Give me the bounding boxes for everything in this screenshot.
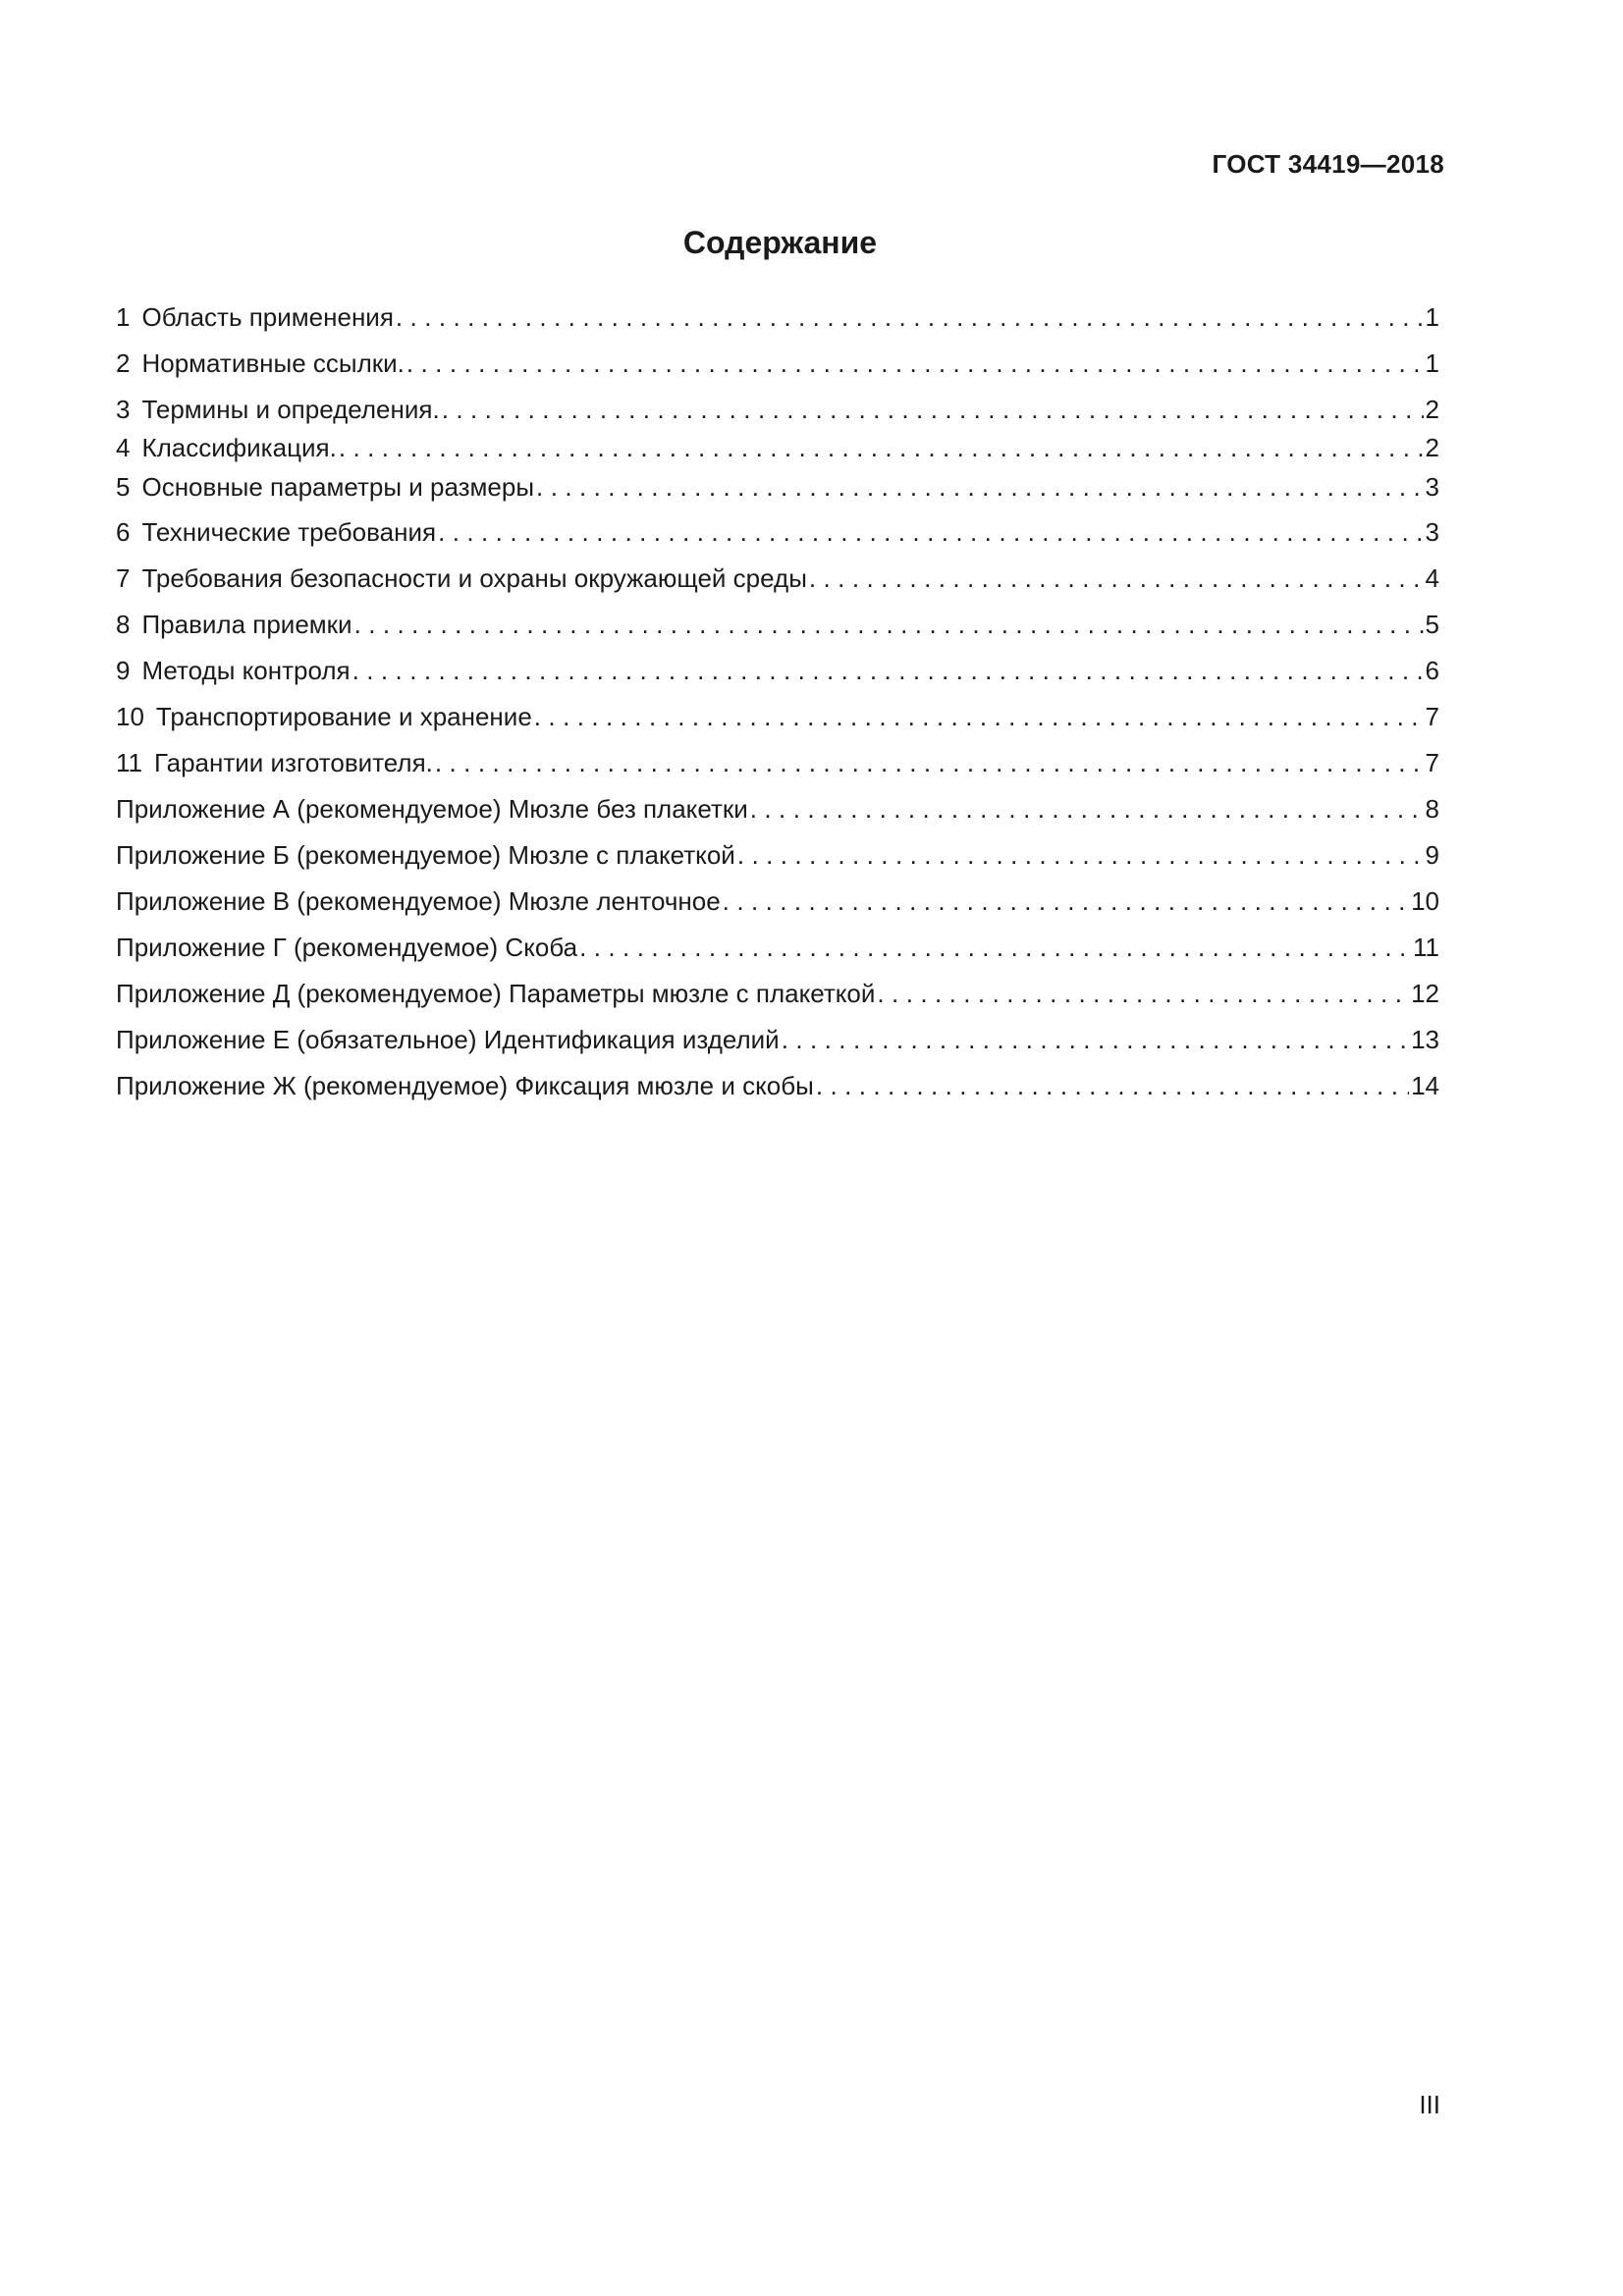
toc-entry-page: 5: [1425, 610, 1439, 639]
dot-leader: [877, 979, 1409, 1009]
dot-leader: [809, 563, 1424, 594]
toc-entry[interactable]: [116, 933, 1439, 968]
toc-entry-page: 13: [1411, 1025, 1439, 1054]
dot-leader: [579, 933, 1411, 963]
toc-entry-page: 4: [1425, 563, 1439, 593]
toc-entry[interactable]: [116, 1025, 1439, 1060]
dot-leader: [723, 886, 1409, 917]
dot-leader: [352, 656, 1424, 686]
toc-entry-title: Гарантии изготовителя.: [154, 748, 433, 777]
toc-entry-number: 8: [116, 610, 131, 639]
dot-leader: [534, 702, 1424, 732]
toc-entry[interactable]: [116, 433, 1439, 468]
toc-entry-title: Приложение В (рекомендуемое) Мюзле ленточное: [116, 886, 721, 916]
toc-entry[interactable]: [116, 702, 1439, 737]
toc-entry-title: Приложение А (рекомендуемое) Мюзле без плакетки: [116, 794, 748, 824]
page-number: III: [1419, 2090, 1440, 2119]
dot-leader: [782, 1025, 1409, 1055]
toc-entry-page: 10: [1411, 886, 1439, 916]
toc-entry-page: 1: [1425, 348, 1439, 378]
toc-entry-number: 2: [116, 348, 131, 378]
toc-entry-title: Методы контроля: [141, 656, 351, 685]
toc-entry-page: 7: [1425, 748, 1439, 777]
toc-entry-number: 3: [116, 395, 131, 424]
toc-entry-page: 2: [1425, 433, 1439, 462]
document-code: ГОСТ 34419—2018: [1212, 149, 1444, 179]
toc-entry-number: 7: [116, 563, 131, 593]
toc-entry[interactable]: [116, 610, 1439, 645]
toc-entry-page: 2: [1425, 395, 1439, 424]
toc-entry[interactable]: [116, 886, 1439, 922]
toc-entry[interactable]: [116, 302, 1439, 338]
toc-entry-number: 4: [116, 433, 131, 462]
toc-entry-page: 11: [1413, 933, 1439, 962]
toc-entry-page: 6: [1425, 656, 1439, 685]
dot-leader: [816, 1071, 1409, 1101]
toc-entry-title: Приложение Б (рекомендуемое) Мюзле с плакеткой: [116, 840, 735, 870]
toc-entry-title: Приложение Г (рекомендуемое) Скоба: [116, 933, 578, 962]
toc-entry-page: 8: [1425, 794, 1439, 824]
toc-entry[interactable]: [116, 748, 1439, 783]
toc-entry-page: 12: [1411, 979, 1439, 1008]
toc-entry-title: Приложение Д (рекомендуемое) Параметры мюзле с плакеткой: [116, 979, 876, 1008]
toc-entry-title: Основные параметры и размеры: [141, 472, 535, 502]
dot-leader: [354, 610, 1424, 640]
toc-entry-page: 1: [1425, 302, 1439, 332]
toc-entry-title: Транспортирование и хранение: [155, 702, 532, 731]
toc-entry-title: Технические требования: [141, 517, 437, 547]
toc-entry-title: Нормативные ссылки.: [141, 348, 405, 378]
toc-entry-page: 7: [1425, 702, 1439, 731]
toc-entry[interactable]: [116, 840, 1439, 876]
toc-entry-page: 9: [1425, 840, 1439, 870]
toc-entry-number: 11: [116, 748, 142, 777]
toc-entry[interactable]: [116, 395, 1439, 430]
dot-leader: [737, 840, 1424, 871]
dot-leader: [536, 472, 1423, 503]
toc-entry-number: 1: [116, 302, 131, 332]
toc-entry-title: Приложение Е (обязательное) Идентификация изделий: [116, 1025, 780, 1054]
toc-entry-title: Приложение Ж (рекомендуемое) Фиксация мюзле и скобы: [116, 1071, 814, 1100]
toc-entry[interactable]: [116, 1071, 1439, 1106]
toc-entry-title: Требования безопасности и охраны окружающей среды: [141, 563, 807, 593]
toc-entry-number: 9: [116, 656, 131, 685]
toc-entry-title: Термины и определения.: [141, 395, 440, 424]
toc-entry-number: 10: [116, 702, 144, 731]
dot-leader: [396, 302, 1424, 333]
dot-leader: [435, 748, 1424, 778]
toc-entry[interactable]: [116, 794, 1439, 829]
dot-leader: [339, 433, 1424, 463]
toc-entry[interactable]: [116, 348, 1439, 384]
dot-leader: [406, 348, 1424, 379]
toc-entry-title: Классификация.: [141, 433, 337, 462]
toc-entry-title: Правила приемки: [141, 610, 352, 639]
toc-entry-number: 5: [116, 472, 131, 502]
toc-entry-number: 6: [116, 517, 131, 547]
dot-leader: [442, 395, 1424, 425]
toc-title: Содержание: [682, 225, 878, 260]
dot-leader: [438, 517, 1423, 548]
toc-entry[interactable]: [116, 979, 1439, 1014]
toc-entry[interactable]: [116, 656, 1439, 691]
toc-entry-page: 14: [1411, 1071, 1439, 1100]
toc-entry-title: Область применения: [141, 302, 394, 332]
toc-entry-page: 3: [1425, 472, 1439, 502]
toc-entry[interactable]: [116, 563, 1439, 599]
toc-entry-page: 3: [1425, 517, 1439, 547]
dot-leader: [750, 794, 1424, 825]
toc-entry[interactable]: [116, 517, 1439, 553]
toc-entry[interactable]: [116, 472, 1439, 507]
